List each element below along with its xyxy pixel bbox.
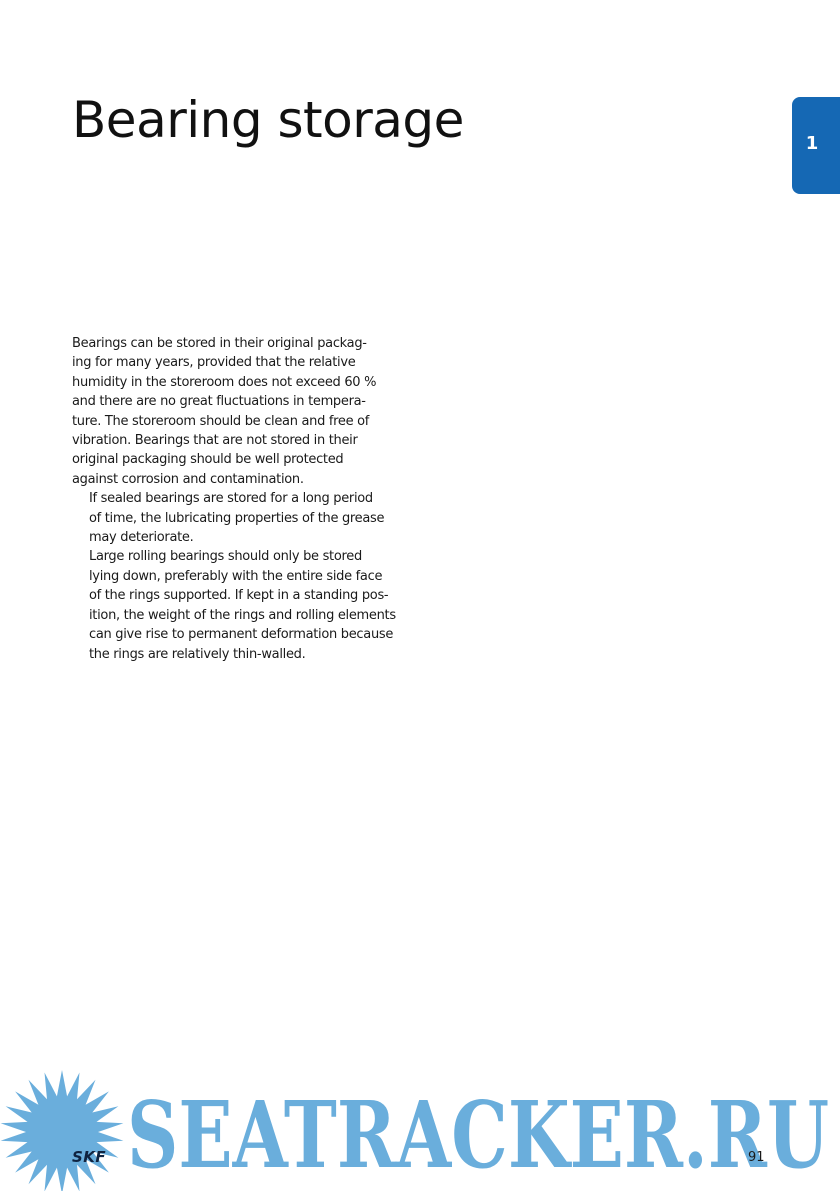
text-line: lying down, preferably with the entire side face [89,568,383,584]
watermark-text: SEATRACKER.RU [127,1081,829,1189]
text-line: ing for many years, provided that the relative [72,355,356,371]
text-line: may deteriorate. [89,530,194,546]
paragraph [72,489,412,547]
text-line: ition, the weight of the rings and rolling elements [89,607,396,623]
text-line: If sealed bearings are stored for a long period [89,491,373,507]
text-line: the rings are relatively thin-walled. [89,646,306,662]
text-line: vibration. Bearings that are not stored in their [72,433,358,449]
text-line: and there are no great fluctuations in tempera- [72,394,366,410]
text-line: original packaging should be well protected [72,452,344,468]
page-number: 91 [748,1150,765,1165]
text-line: Bearings can be stored in their original packag- [72,336,367,351]
body-text [72,334,412,664]
paragraph [72,334,412,489]
chapter-tab[interactable] [792,97,840,194]
text-line: humidity in the storeroom does not exceed 60 % [72,374,377,390]
sun-icon [1,1070,124,1191]
page-title: Bearing storage [72,91,464,149]
skf-logo: SKF [72,1148,107,1166]
text-line: Large rolling bearings should only be stored [89,549,362,565]
chapter-number: 1 [805,133,819,154]
text-line: ture. The storeroom should be clean and free of [72,413,370,429]
text-line: can give rise to permanent deformation because [89,627,394,643]
paragraph [72,547,412,663]
text-line: of the rings supported. If kept in a standing pos- [89,588,389,604]
watermark [0,1064,840,1191]
text-line: of time, the lubricating properties of the grease [89,510,385,526]
text-line: against corrosion and contamination. [72,471,304,487]
